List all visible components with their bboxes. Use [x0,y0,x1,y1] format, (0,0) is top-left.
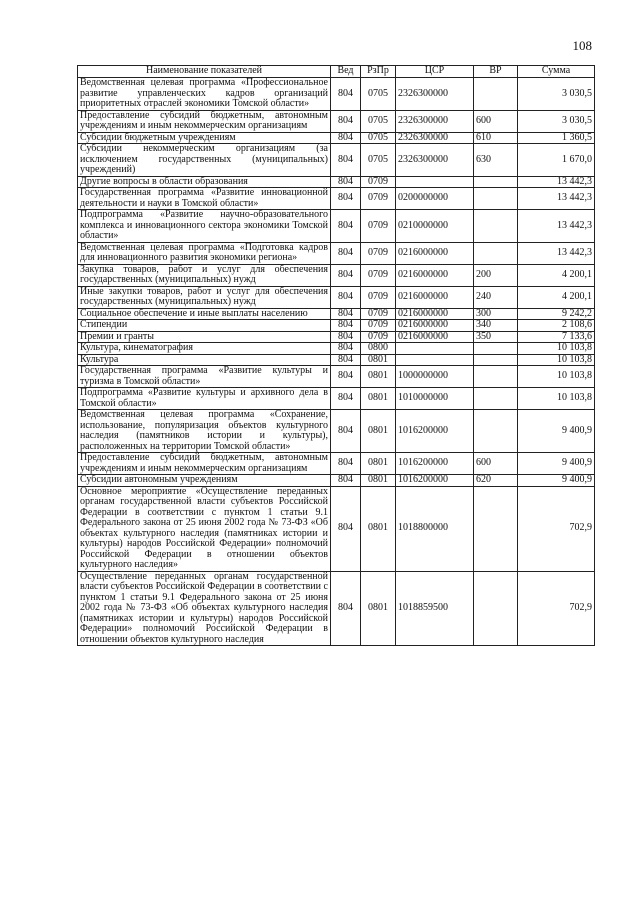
cell-vr [474,210,518,243]
cell-sum: 7 133,6 [518,331,595,343]
table-row [78,78,595,111]
cell-csr: 0200000000 [396,188,474,210]
cell-csr: 1000000000 [396,366,474,388]
cell-name: Основное мероприятие «Осуществление переданных органам государственной власти субъектов Российской Федерации в соответствии с пунктом 1 статьи 9.1 Федерального закона от 25 июня 2002 года № 73-ФЗ «Об объектах культурного наследия (памятниках истории и культуры) народов Российской Федерации» полномочий Российской Федерации в отношении объектов культурного наследия» [78,486,331,571]
cell-vr: 630 [474,144,518,177]
cell-sum: 9 400,9 [518,410,595,453]
cell-rzpr: 0705 [361,132,396,144]
table-row [78,571,595,646]
table-row [78,308,595,320]
cell-sum: 702,9 [518,571,595,646]
cell-name: Субсидии некоммерческим организациям (за исключением государственных (муниципальных) учреждений) [78,144,331,177]
cell-name: Культура [78,354,331,366]
cell-ved: 804 [331,388,361,410]
cell-ved: 804 [331,176,361,188]
cell-sum: 4 200,1 [518,264,595,286]
cell-vr: 340 [474,320,518,332]
cell-name: Стипендии [78,320,331,332]
cell-name: Осуществление переданных органам государственной власти субъектов Российской Федерации в соответствии с пунктом 1 статьи 9.1 Федерального закона от 25 июня 2002 года № 73-ФЗ «Об объектах культурного наследия (памятниках истории и культуры) народов Российской Федерации» полномочий Российской Федерации в отношении объектов культурного наследия [78,571,331,646]
cell-vr [474,388,518,410]
cell-rzpr: 0709 [361,286,396,308]
cell-ved: 804 [331,571,361,646]
cell-vr [474,78,518,111]
cell-vr [474,366,518,388]
cell-ved: 804 [331,144,361,177]
table-row [78,453,595,475]
table-row [78,410,595,453]
cell-sum: 3 030,5 [518,110,595,132]
cell-ved: 804 [331,210,361,243]
cell-rzpr: 0709 [361,320,396,332]
header-ved: Вед [331,66,361,78]
header-rzpr: РзПр [361,66,396,78]
cell-csr: 0210000000 [396,210,474,243]
cell-sum: 3 030,5 [518,78,595,111]
cell-csr: 1016200000 [396,410,474,453]
cell-rzpr: 0801 [361,388,396,410]
cell-ved: 804 [331,286,361,308]
cell-csr: 0216000000 [396,264,474,286]
cell-sum: 13 442,3 [518,176,595,188]
cell-sum: 1 670,0 [518,144,595,177]
table-row [78,286,595,308]
cell-csr: 0216000000 [396,242,474,264]
cell-sum: 10 103,8 [518,388,595,410]
cell-vr [474,242,518,264]
cell-rzpr: 0801 [361,475,396,487]
cell-rzpr: 0801 [361,571,396,646]
table-row [78,343,595,355]
cell-name: Ведомственная целевая программа «Профессиональное развитие управленческих кадров организаций приоритетных отраслей экономики Томской области» [78,78,331,111]
cell-csr: 0216000000 [396,308,474,320]
cell-rzpr: 0709 [361,176,396,188]
cell-csr: 1018859500 [396,571,474,646]
cell-vr: 300 [474,308,518,320]
table-row [78,354,595,366]
cell-name: Другие вопросы в области образования [78,176,331,188]
cell-sum: 1 360,5 [518,132,595,144]
cell-csr: 0216000000 [396,286,474,308]
cell-vr: 240 [474,286,518,308]
cell-sum: 702,9 [518,486,595,571]
cell-csr: 1016200000 [396,475,474,487]
table-row [78,331,595,343]
cell-vr [474,410,518,453]
cell-csr [396,354,474,366]
header-name: Наименование показателей [78,66,331,78]
cell-name: Подпрограмма «Развитие культуры и архивного дела в Томской области» [78,388,331,410]
cell-name: Государственная программа «Развитие культуры и туризма в Томской области» [78,366,331,388]
cell-name: Предоставление субсидий бюджетным, автономным учреждениям и иным некоммерческим организациям [78,110,331,132]
cell-rzpr: 0709 [361,242,396,264]
cell-name: Подпрограмма «Развитие научно-образовательного комплекса и инновационного сектора экономики Томской области» [78,210,331,243]
cell-ved: 804 [331,486,361,571]
cell-ved: 804 [331,264,361,286]
cell-name: Субсидии бюджетным учреждениям [78,132,331,144]
cell-ved: 804 [331,366,361,388]
cell-vr: 200 [474,264,518,286]
cell-vr [474,354,518,366]
cell-rzpr: 0709 [361,308,396,320]
cell-name: Государственная программа «Развитие инновационной деятельности и науки в Томской области» [78,188,331,210]
table-row [78,388,595,410]
table-row [78,132,595,144]
cell-rzpr: 0801 [361,366,396,388]
cell-csr: 0216000000 [396,320,474,332]
cell-ved: 804 [331,78,361,111]
cell-vr [474,176,518,188]
cell-ved: 804 [331,410,361,453]
cell-sum: 9 400,9 [518,453,595,475]
cell-vr: 610 [474,132,518,144]
cell-sum: 4 200,1 [518,286,595,308]
cell-rzpr: 0801 [361,453,396,475]
cell-rzpr: 0705 [361,78,396,111]
cell-ved: 804 [331,132,361,144]
cell-ved: 804 [331,354,361,366]
cell-ved: 804 [331,475,361,487]
cell-csr: 2326300000 [396,132,474,144]
cell-ved: 804 [331,320,361,332]
cell-csr: 2326300000 [396,110,474,132]
cell-rzpr: 0801 [361,354,396,366]
cell-rzpr: 0709 [361,264,396,286]
cell-vr: 350 [474,331,518,343]
cell-vr: 600 [474,453,518,475]
cell-vr [474,486,518,571]
cell-name: Субсидии автономным учреждениям [78,475,331,487]
cell-csr: 0216000000 [396,331,474,343]
cell-vr [474,571,518,646]
cell-sum: 10 103,8 [518,343,595,355]
budget-table [77,65,595,646]
table-row [78,475,595,487]
cell-name: Предоставление субсидий бюджетным, автономным учреждениям и иным некоммерческим организациям [78,453,331,475]
cell-sum: 10 103,8 [518,366,595,388]
cell-rzpr: 0801 [361,410,396,453]
cell-ved: 804 [331,453,361,475]
page-number: 108 [572,38,592,53]
cell-ved: 804 [331,242,361,264]
cell-rzpr: 0800 [361,343,396,355]
table-row [78,144,595,177]
cell-sum: 9 400,9 [518,475,595,487]
cell-name: Ведомственная целевая программа «Подготовка кадров для инновационного развития экономики региона» [78,242,331,264]
cell-sum: 13 442,3 [518,242,595,264]
cell-rzpr: 0709 [361,188,396,210]
cell-csr: 2326300000 [396,78,474,111]
cell-name: Социальное обеспечение и иные выплаты населению [78,308,331,320]
cell-rzpr: 0709 [361,210,396,243]
table-row [78,210,595,243]
table-row [78,242,595,264]
cell-csr [396,176,474,188]
table-row [78,176,595,188]
header-sum: Сумма [518,66,595,78]
cell-sum: 2 108,6 [518,320,595,332]
cell-name: Премии и гранты [78,331,331,343]
table-row [78,320,595,332]
cell-csr: 1018800000 [396,486,474,571]
cell-rzpr: 0705 [361,144,396,177]
cell-ved: 804 [331,188,361,210]
cell-vr: 600 [474,110,518,132]
table-row [78,188,595,210]
table-row [78,264,595,286]
cell-sum: 13 442,3 [518,188,595,210]
cell-name: Культура, кинематография [78,343,331,355]
cell-ved: 804 [331,110,361,132]
cell-name: Ведомственная целевая программа «Сохранение, использование, популяризация объектов культурного наследия (памятников истории и культуры), расположенных на территории Томской области» [78,410,331,453]
cell-rzpr: 0705 [361,110,396,132]
cell-rzpr: 0801 [361,486,396,571]
cell-sum: 10 103,8 [518,354,595,366]
table-header-row [78,66,595,78]
cell-ved: 804 [331,343,361,355]
table-row [78,366,595,388]
cell-csr [396,343,474,355]
cell-name: Закупка товаров, работ и услуг для обеспечения государственных (муниципальных) нужд [78,264,331,286]
table-row [78,486,595,571]
cell-csr: 2326300000 [396,144,474,177]
cell-csr: 1016200000 [396,453,474,475]
cell-rzpr: 0709 [361,331,396,343]
cell-sum: 13 442,3 [518,210,595,243]
cell-vr [474,343,518,355]
cell-name: Иные закупки товаров, работ и услуг для обеспечения государственных (муниципальных) нужд [78,286,331,308]
cell-vr: 620 [474,475,518,487]
cell-ved: 804 [331,308,361,320]
cell-csr: 1010000000 [396,388,474,410]
cell-vr [474,188,518,210]
cell-ved: 804 [331,331,361,343]
header-csr: ЦСР [396,66,474,78]
table-row [78,110,595,132]
cell-sum: 9 242,2 [518,308,595,320]
header-vr: ВР [474,66,518,78]
